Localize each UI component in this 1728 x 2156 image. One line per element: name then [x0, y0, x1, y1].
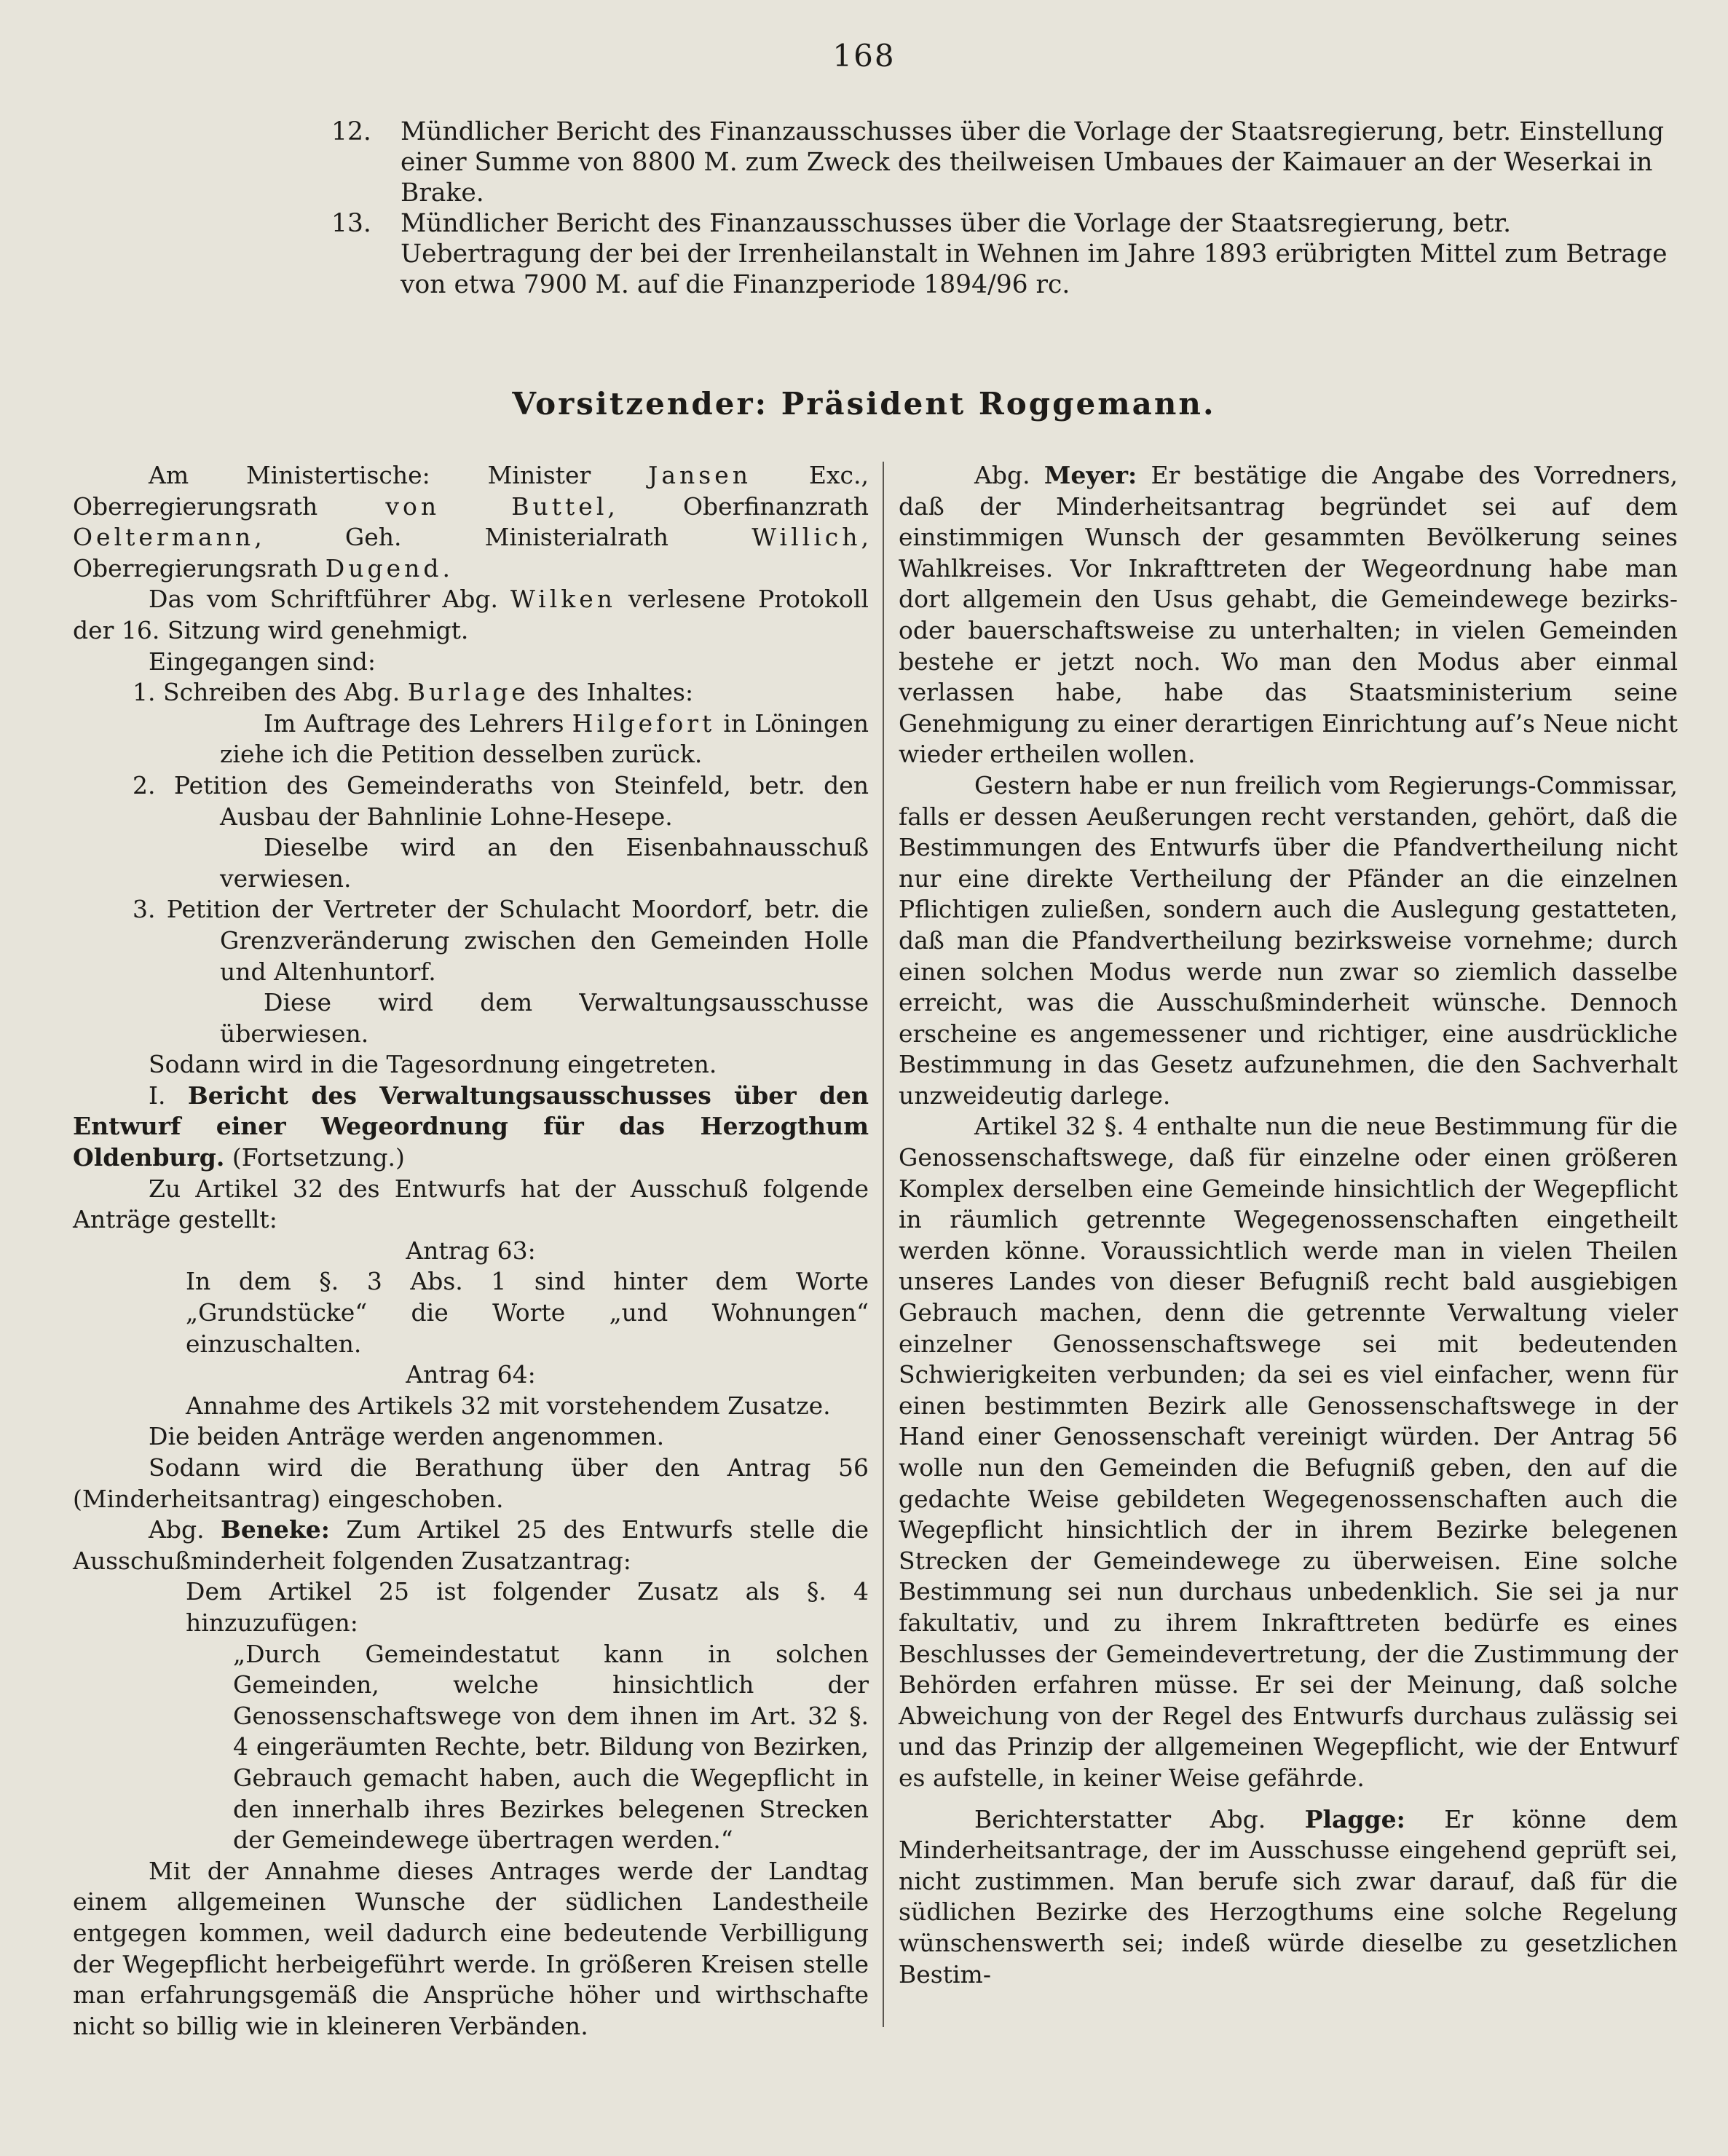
plagge-paragraph	[899, 1804, 1678, 1991]
ministers-paragraph	[73, 460, 869, 584]
person-name: Burlage	[407, 678, 529, 707]
report-heading-paragraph	[73, 1081, 869, 1174]
text-run: Das vom Schriftführer Abg.	[149, 585, 510, 614]
agenda-list	[331, 117, 1671, 300]
amendment-intro: Dem Artikel 25 ist folgender Zusatz als §. 4 hinzuzufügen:	[186, 1577, 869, 1637]
received-item-3-note: Diese wird dem Verwaltungsausschusse überwiesen.	[220, 988, 869, 1048]
motion-63-text: In dem §. 3 Abs. 1 sind hinter dem Worte „Grundstücke“ die Worte „und Wohnungen“ einzuschalten.	[186, 1267, 869, 1358]
commissar-paragraph: Gestern habe er nun freilich vom Regierungs-Commissar, falls er dessen Aeußerungen recht verstanden, gehört, daß die Bestimmungen des Entwurfs über die Pfandvertheilung nicht nur eine direkte Vertheilung der Pfänder an die einzelnen Pflichtigen zuließen, sondern auch die Auslegung gestatteten, daß man die Pfandvertheilung bezirksweise vornehme; durch einen solchen Modus werde nun zwar so ziemlich dasselbe erreicht, was die Ausschußminderheit wünsche. Dennoch erscheine es angemessener und richtiger, eine ausdrückliche Bestimmung in das Gesetz aufzunehmen, die den Sachverhalt unzweideutig darlege.	[899, 770, 1678, 1110]
text-run: , Oberregierungsrath	[73, 523, 869, 583]
received-item-3: 3. Petition der Vertreter der Schulacht Moordorf, betr. die Grenzveränderung zwischen den Gemeinden Holle und Altenhuntorf.	[133, 895, 869, 986]
text-run: Im Auftrage des Lehrers	[264, 708, 572, 738]
person-name: Oeltermann	[73, 523, 255, 552]
article32-paragraph: Zu Artikel 32 des Entwurfs hat der Ausschuß folgende Anträge gestellt:	[73, 1174, 869, 1234]
received-item-2-note: Dieselbe wird an den Eisenbahnausschuß verwiesen.	[220, 833, 869, 893]
person-name: Willich	[751, 523, 861, 552]
text-run: Berichterstatter Abg.	[974, 1804, 1305, 1833]
received-item-2: 2. Petition des Gemeinderaths von Steinfeld, betr. den Ausbau der Bahnlinie Lohne-Hesepe.	[133, 770, 869, 831]
agenda-start-paragraph: Sodann wird in die Tagesordnung eingetreten.	[149, 1050, 717, 1079]
motions-accepted-paragraph: Die beiden Anträge werden angenommen.	[149, 1422, 665, 1451]
beneke-paragraph	[73, 1515, 869, 1576]
speaker-name: Plagge:	[1304, 1804, 1405, 1833]
agenda-item	[331, 208, 1671, 300]
speaker-name: Meyer:	[1043, 461, 1137, 489]
left-column	[73, 460, 869, 2042]
text-run: in Löningen ziehe ich die Petition desselben zurück.	[220, 708, 869, 769]
article32-section4-paragraph: Artikel 32 §. 4 enthalte nun die neue Bestimmung für die Genossenschaftswege, daß für einzelne oder einen größeren Komplex derselben eine Gemeinde hinsichtlich der Wegepflicht in räumlich getrennte Wegegenossenschaften eingetheilt werden könne. Voraussichtlich werde man in vielen Theilen unseres Landes von dieser Befugniß recht bald ausgiebigen Gebrauch machen, denn die getrennte Verwaltung vieler einzelner Genossenschaftswege sei mit bedeutenden Schwierigkeiten verbunden; da sei es viel einfacher, wenn für einen bestimmten Bezirk alle Genossenschaftswege in der Hand einer Genossenschaft vereinigt würden. Der Antrag 56 wolle nun den Gemeinden die Befugniß geben, den auf die gedachte Weise gebildeten Wegegenossenschaften auch die Wegepflicht hinsichtlich der in ihrem Bezirke belegenen Strecken der Gemeindewege zu überweisen. Eine solche Bestimmung sei nun durchaus unbedenklich. Sie sei ja nur fakultativ, und zu ihrem Inkrafttreten bedürfe es eines Beschlusses der Gemeindevertretung, der die Zustimmung der Behörden erfahren müsse. Er sei der Meinung, daß solche Abweichung von der Regel des Entwurfs durchaus zulässig sei und das Prinzip der allgemeinen Wegepflicht, wie der Entwurf es aufstelle, in keiner Weise gefährde.	[899, 1112, 1678, 1792]
text-run: , Oberfinanzrath	[607, 491, 869, 521]
amendment-quote: „Durch Gemeindestatut kann in solchen Gemeinden, welche hinsichtlich der Genossenschaftswege von dem ihnen im Art. 32 §. 4 eingeräumten Rechte, betr. Bildung von Bezirken, Gebrauch gemacht haben, auch die Wegepflicht in den innerhalb ihres Bezirkes belegenen Strecken der Gemeindewege übertragen werden.“	[233, 1639, 869, 1855]
received-item-1	[73, 677, 869, 708]
meyer-paragraph	[899, 460, 1678, 770]
text-run: Zum Artikel 25 des Entwurfs stelle die Ausschußminderheit folgenden Zusatzantrag:	[73, 1515, 869, 1575]
speaker-name: Beneke:	[221, 1515, 330, 1544]
beneke-continuation-paragraph: Mit der Annahme dieses Antrages werde der Landtag einem allgemeinen Wunsche der südlichen Landestheile entgegen kommen, weil dadurch eine bedeutende Verbilligung der Wegepflicht herbeigeführt werde. In größeren Kreisen stelle man erfahrungsgemäß die Ansprüche höher und wirthschafte nicht so billig wie in kleineren Verbänden.	[73, 1856, 869, 2040]
text-run: 1. Schreiben des Abg.	[133, 678, 408, 707]
motion-64-label: Antrag 64:	[406, 1360, 536, 1389]
received-item-1-content	[73, 708, 869, 770]
agenda-item-number: 13.	[331, 209, 371, 238]
person-name: Wilken	[510, 585, 617, 614]
chair-heading: Vorsitzender: Präsident Roggemann.	[512, 386, 1216, 422]
text-run: (Fortsetzung.)	[224, 1143, 405, 1172]
person-name: Hilgefort	[572, 708, 716, 738]
protocol-paragraph	[73, 584, 869, 646]
text-run: , Geh. Ministerialrath	[254, 523, 752, 552]
text-run: I.	[149, 1081, 188, 1110]
agenda-item-text: Mündlicher Bericht des Finanzausschusses über die Vorlage der Staatsregierung, betr. Einstellung einer Summe von 8800 M. zum Zweck des theilweisen Umbaues der Kaimauer an der Weserkai in Brake.	[401, 117, 1665, 208]
received-heading: Eingegangen sind:	[149, 647, 376, 676]
text-run: Exc., Oberregierungsrath	[73, 461, 869, 521]
text-run: Abg.	[149, 1515, 221, 1544]
page-number: 168	[832, 38, 896, 74]
text-run: Am Ministertische: Minister	[149, 461, 649, 489]
text-run: verlesene Protokoll der 16. Sitzung wird genehmigt.	[73, 585, 869, 644]
report-title: Bericht des Verwaltungsausschusses über den Entwurf einer Wegeordnung für das Herzogthum Oldenburg.	[73, 1081, 869, 1172]
person-name: Jansen	[648, 461, 751, 489]
agenda-item-number: 12.	[331, 117, 371, 146]
text-run: .	[442, 553, 451, 583]
motion-56-paragraph: Sodann wird die Berathung über den Antrag 56 (Minderheitsantrag) eingeschoben.	[73, 1453, 869, 1513]
text-run: Abg.	[974, 461, 1044, 489]
column-divider	[883, 462, 884, 2027]
motion-64-text: Annahme des Artikels 32 mit vorstehendem Zusatze.	[186, 1391, 831, 1420]
right-column	[899, 460, 1678, 1990]
text-run: des Inhaltes:	[529, 678, 694, 707]
text-run: Er bestätige die Angabe des Vorredners, daß der Minderheitsantrag begründet sei auf dem einstimmigen Wunsch der gesammten Bevölkerung seines Wahlkreises. Vor Inkrafttreten der Wegeordnung habe man dort allgemein den Usus gehabt, die Gemeindewege bezirks- oder bauerschaftsweise zu unterhalten; in vielen Gemeinden bestehe er jetzt noch. Wo man den Modus aber einmal verlassen habe, habe das Staatsministerium seine Genehmigung zu einer derartigen Einrichtung auf’s Neue nicht wieder ertheilen wollen.	[899, 461, 1678, 769]
agenda-item-text: Mündlicher Bericht des Finanzausschusses über die Vorlage der Staatsregierung, betr. Uebertragung der bei der Irrenheilanstalt in Wehnen im Jahre 1893 erübrigten Mittel zum Betrage von etwa 7900 M. auf die Finanzperiode 1894/96 rc.	[401, 209, 1668, 299]
agenda-item	[331, 117, 1671, 208]
person-name: Dugend	[325, 553, 443, 583]
motion-63-label: Antrag 63:	[406, 1236, 536, 1265]
person-name: von Buttel	[385, 491, 608, 521]
text-run: Er könne dem Minderheitsantrage, der im Ausschusse eingehend geprüft sei, nicht zustimmen. Man berufe sich zwar darauf, daß für die südlichen Bezirke des Herzogthums eine solche Regelung wünschenswerth sei; indeß würde dieselbe zu gesetzlichen Bestim-	[899, 1804, 1678, 1989]
